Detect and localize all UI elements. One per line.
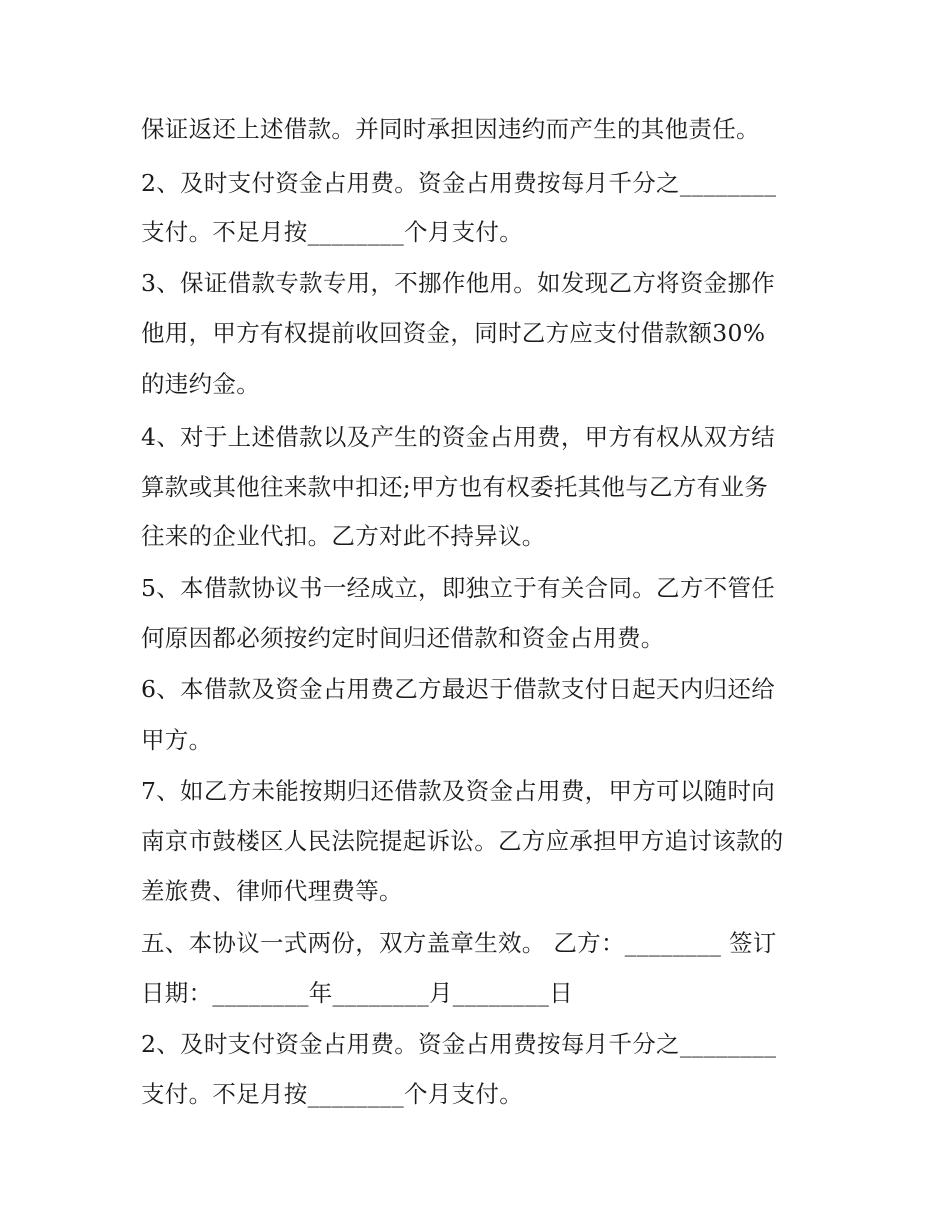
text-line: 甲方。 [141, 726, 213, 754]
text-line: 5、本借款协议书一经成立，即独立于有关合同。乙方不管任 [141, 574, 776, 602]
text-line: 的违约金。 [141, 370, 260, 398]
text-line: 2、及时支付资金占用费。资金占用费按每月千分之________ [141, 1030, 777, 1058]
text-line: 2、及时支付资金占用费。资金占用费按每月千分之________ [141, 169, 777, 197]
text-line: 往来的企业代扣。乙方对此不持异议。 [141, 522, 546, 550]
text-line: 6、本借款及资金占用费乙方最迟于借款支付日起天内归还给 [141, 675, 776, 703]
text-line: 何原因都必须按约定时间归还借款和资金占用费。 [141, 624, 665, 652]
text-line: 保证返还上述借款。并同时承担因违约而产生的其他责任。 [141, 115, 760, 143]
text-line: 7、如乙方未能按期归还借款及资金占用费，甲方可以随时向 [141, 777, 776, 805]
text-line: 他用，甲方有权提前收回资金，同时乙方应支付借款额30% [141, 319, 766, 347]
text-line: 支付。不足月按________个月支付。 [141, 1080, 523, 1108]
text-line: 4、对于上述借款以及产生的资金占用费，甲方有权从双方结 [141, 423, 776, 451]
text-line: 3、保证借款专款专用，不挪作他用。如发现乙方将资金挪作 [141, 269, 776, 297]
text-line: 支付。不足月按________个月支付。 [141, 218, 523, 246]
text-line: 算款或其他往来款中扣还;甲方也有权委托其他与乙方有业务 [141, 473, 769, 501]
text-line: 差旅费、律师代理费等。 [141, 877, 403, 905]
text-line: 日期：________年________月________日 [141, 979, 573, 1007]
text-line: 五、本协议一式两份，双方盖章生效。 乙方：________ 签订 [141, 929, 777, 957]
text-line: 南京市鼓楼区人民法院提起诉讼。乙方应承担甲方追讨该款的 [141, 827, 784, 855]
